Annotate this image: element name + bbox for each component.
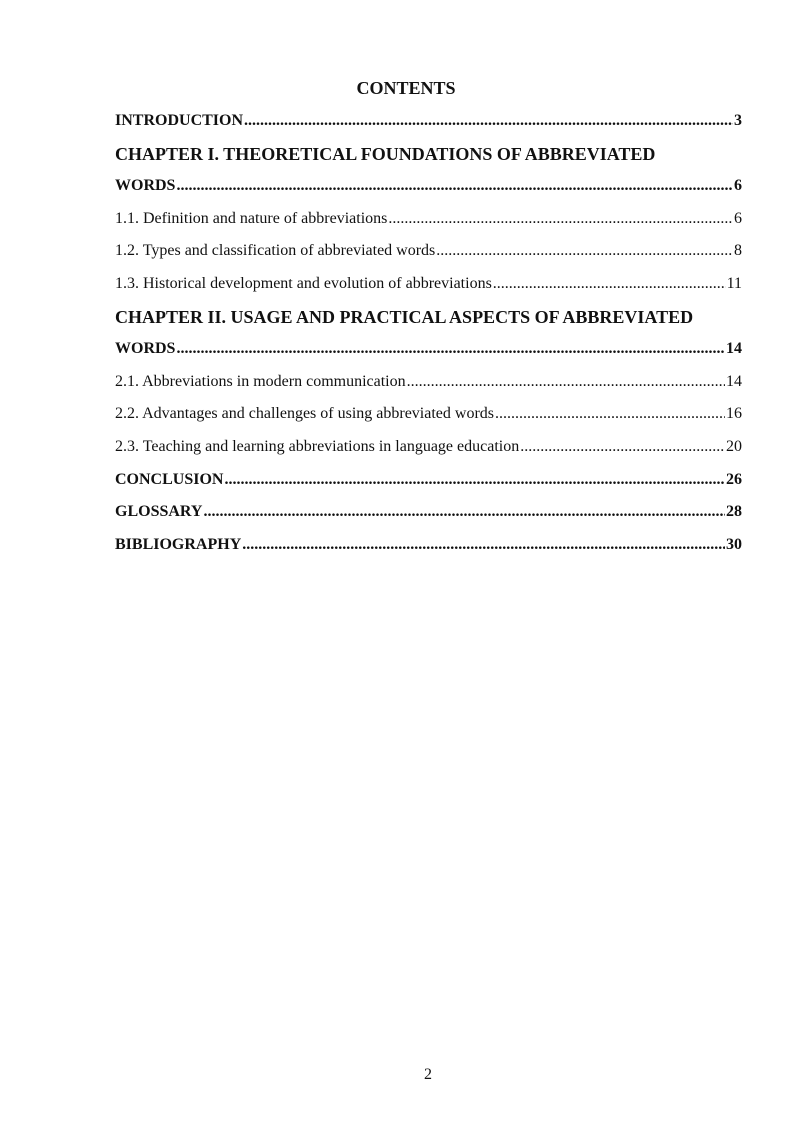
toc-chapter-2-heading	[115, 306, 742, 339]
toc-leader-dots	[242, 534, 725, 556]
toc-entry-2-1	[115, 371, 742, 404]
page-number: 2	[424, 1066, 432, 1083]
toc-leader-dots	[203, 501, 725, 523]
toc-entry-page: 20	[726, 437, 742, 455]
toc-leader-dots	[436, 240, 733, 262]
toc-entry-label: WORDS	[115, 177, 176, 195]
toc-leader-dots	[176, 338, 725, 360]
toc-entry-label: WORDS	[115, 340, 176, 358]
toc-entry-1-2	[115, 240, 742, 273]
toc-entry-page: 28	[726, 503, 742, 521]
toc-heading-label: CHAPTER II. USAGE AND PRACTICAL ASPECTS OF ABBREVIATED	[115, 306, 694, 327]
toc-entry-page: 6	[734, 177, 742, 195]
toc-entry-label: 1.2. Types and classification of abbreviated words	[115, 242, 436, 260]
toc-entry-2-2	[115, 403, 742, 436]
toc-entry-page: 26	[726, 470, 742, 488]
table-of-contents	[115, 110, 742, 566]
toc-leader-dots	[493, 273, 726, 295]
toc-chapter-2-words	[115, 338, 742, 371]
toc-chapter-1-heading	[115, 143, 742, 176]
toc-entry-bibliography	[115, 534, 742, 567]
toc-entry-glossary	[115, 501, 742, 534]
toc-entry-label: INTRODUCTION	[115, 112, 244, 129]
toc-leader-dots	[495, 403, 725, 425]
toc-entry-1-1	[115, 208, 742, 241]
toc-entry-page: 14	[726, 340, 742, 358]
toc-leader-dots	[176, 175, 733, 197]
toc-heading-label: CHAPTER I. THEORETICAL FOUNDATIONS OF ABBREVIATED	[115, 143, 656, 164]
toc-entry-label: 2.2. Advantages and challenges of using abbreviated words	[115, 405, 495, 423]
toc-entry-page: 8	[734, 242, 742, 260]
toc-entry-label: 1.1. Definition and nature of abbreviations	[115, 209, 388, 227]
toc-entry-page: 16	[726, 405, 742, 423]
toc-entry-2-3	[115, 436, 742, 469]
toc-entry-page: 11	[726, 274, 742, 292]
toc-entry-page: 14	[726, 372, 742, 390]
toc-entry-label: 1.3. Historical development and evolution of abbreviations	[115, 274, 492, 292]
toc-leader-dots	[388, 208, 733, 230]
toc-entry-page: 30	[726, 535, 742, 553]
toc-entry-label: CONCLUSION	[115, 470, 224, 488]
contents-title: CONTENTS	[356, 78, 456, 98]
toc-entry-label: 2.3. Teaching and learning abbreviations in language education	[115, 437, 520, 455]
toc-entry-conclusion	[115, 469, 742, 502]
toc-leader-dots	[244, 110, 733, 132]
toc-leader-dots	[224, 469, 725, 491]
toc-entry-introduction	[115, 110, 742, 143]
toc-entry-label: GLOSSARY	[115, 503, 203, 521]
toc-entry-page: 6	[734, 209, 742, 227]
toc-leader-dots	[407, 371, 725, 393]
toc-entry-label: 2.1. Abbreviations in modern communication	[115, 372, 406, 390]
toc-chapter-1-words	[115, 175, 742, 208]
toc-entry-1-3	[115, 273, 742, 306]
toc-entry-label: BIBLIOGRAPHY	[115, 535, 242, 553]
toc-leader-dots	[520, 436, 725, 458]
toc-entry-page: 3	[734, 112, 742, 129]
